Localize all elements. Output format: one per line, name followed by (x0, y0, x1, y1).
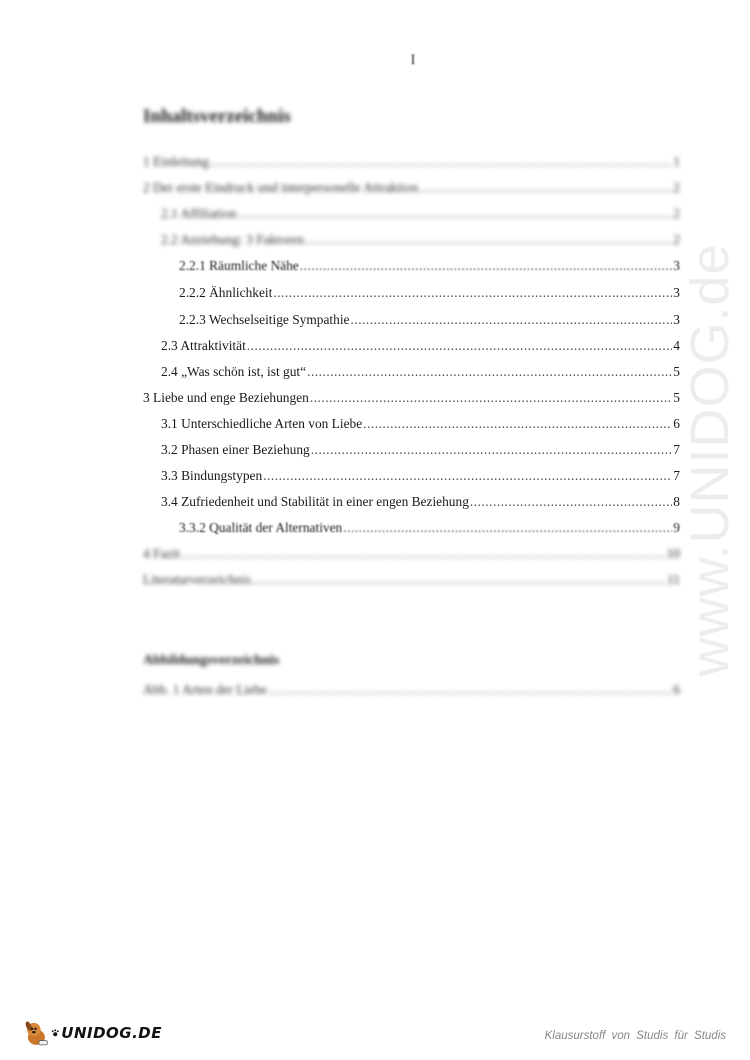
toc-entry-page: 2 (673, 232, 680, 247)
figure-entry-page: 6 (673, 682, 680, 697)
toc-entry-2-2-3[interactable] (179, 310, 680, 328)
toc-entry-label: 2.4 „Was schön ist, ist gut“ (161, 364, 307, 379)
toc-entry-label: 2 Der erste Eindruck und interpersonelle Attraktion (143, 180, 419, 195)
toc-entry-page: 2 (673, 206, 680, 221)
figure-entry-1[interactable] (143, 680, 680, 698)
toc-entry-4[interactable] (143, 544, 680, 562)
toc-entry-label: 2.2 Anziehung: 3 Faktoren (161, 232, 304, 247)
toc-entry-1[interactable] (143, 152, 680, 170)
logo-text: UNIDOG.DE (61, 1024, 162, 1042)
toc-entry-label: 3.4 Zufriedenheit und Stabilität in einer engen Beziehung (161, 494, 469, 509)
toc-entry-label: 3 Liebe und enge Beziehungen (143, 390, 309, 405)
footer-tagline: Klausurstoff von Studis für Studis (544, 1030, 726, 1042)
toc-entry-page: 3 (673, 258, 680, 273)
toc-entry-page: 7 (673, 442, 680, 457)
paw-icon (51, 1028, 59, 1038)
toc-entry-3-3-2[interactable] (179, 518, 680, 536)
toc-entry-label: 2.2.1 Räumliche Nähe (179, 258, 299, 273)
toc-entry-page: 3 (673, 312, 680, 327)
toc-title: Inhaltsverzeichnis (143, 106, 291, 127)
toc-entry-label: 4 Fazit (143, 546, 180, 561)
toc-entry-label: 3.3.2 Qualität der Alternativen (179, 520, 343, 535)
toc-entry-3-2[interactable] (161, 440, 680, 458)
toc-entry-label: 2.3 Attraktivität (161, 338, 246, 353)
toc-entry-2-4[interactable] (161, 362, 680, 380)
toc-entry-label: 2.2.2 Ähnlichkeit (179, 285, 273, 300)
page-number: I (410, 52, 416, 68)
toc-entry-page: 6 (673, 416, 680, 431)
toc-entry-page: 10 (666, 546, 680, 561)
toc-entry-2-3[interactable] (161, 336, 680, 354)
toc-entry-page: 7 (673, 468, 680, 483)
dog-mascot-icon (22, 1016, 51, 1050)
toc-entry-page: 1 (673, 154, 680, 169)
toc-entry-label: 1 Einleitung (143, 154, 209, 169)
toc-entry-2[interactable] (143, 178, 680, 196)
toc-entry-2-2-2[interactable] (179, 283, 680, 301)
toc-entry-label: 3.3 Bindungstypen (161, 468, 263, 483)
toc-entry-page: 5 (673, 390, 680, 405)
toc-entry-3-1[interactable] (161, 414, 680, 432)
figures-title: Abbildungsverzeichnis (143, 653, 280, 668)
watermark-text: www.UNIDOG.de (680, 243, 740, 677)
toc-entry-page: 9 (673, 520, 680, 535)
toc-entry-2-1[interactable] (161, 204, 680, 222)
toc-entry-2-2[interactable] (161, 230, 680, 248)
toc-entry-page: 2 (673, 180, 680, 195)
toc-entry-2-2-1[interactable] (179, 256, 680, 274)
toc-entry-page: 11 (667, 572, 680, 587)
toc-entry-3[interactable] (143, 388, 680, 406)
figure-entry-label: Abb. 1 Arten der Liebe (143, 682, 267, 697)
toc-entry-3-3[interactable] (161, 466, 680, 484)
toc-entry-label: 2.2.3 Wechselseitige Sympathie (179, 312, 350, 327)
toc-entry-page: 5 (673, 364, 680, 379)
toc-entry-literature[interactable] (143, 570, 680, 588)
toc-entry-label: 3.1 Unterschiedliche Arten von Liebe (161, 416, 363, 431)
toc-entry-page: 8 (673, 494, 680, 509)
toc-entry-page: 4 (673, 338, 680, 353)
toc-entry-3-4[interactable] (161, 492, 680, 510)
toc-entry-label: 3.2 Phasen einer Beziehung (161, 442, 310, 457)
toc-entry-label: Literaturverzeichnis (143, 572, 251, 587)
toc-entry-page: 3 (673, 285, 680, 300)
unidog-logo[interactable] (22, 1016, 162, 1050)
toc-entry-label: 2.1 Affiliation (161, 206, 237, 221)
